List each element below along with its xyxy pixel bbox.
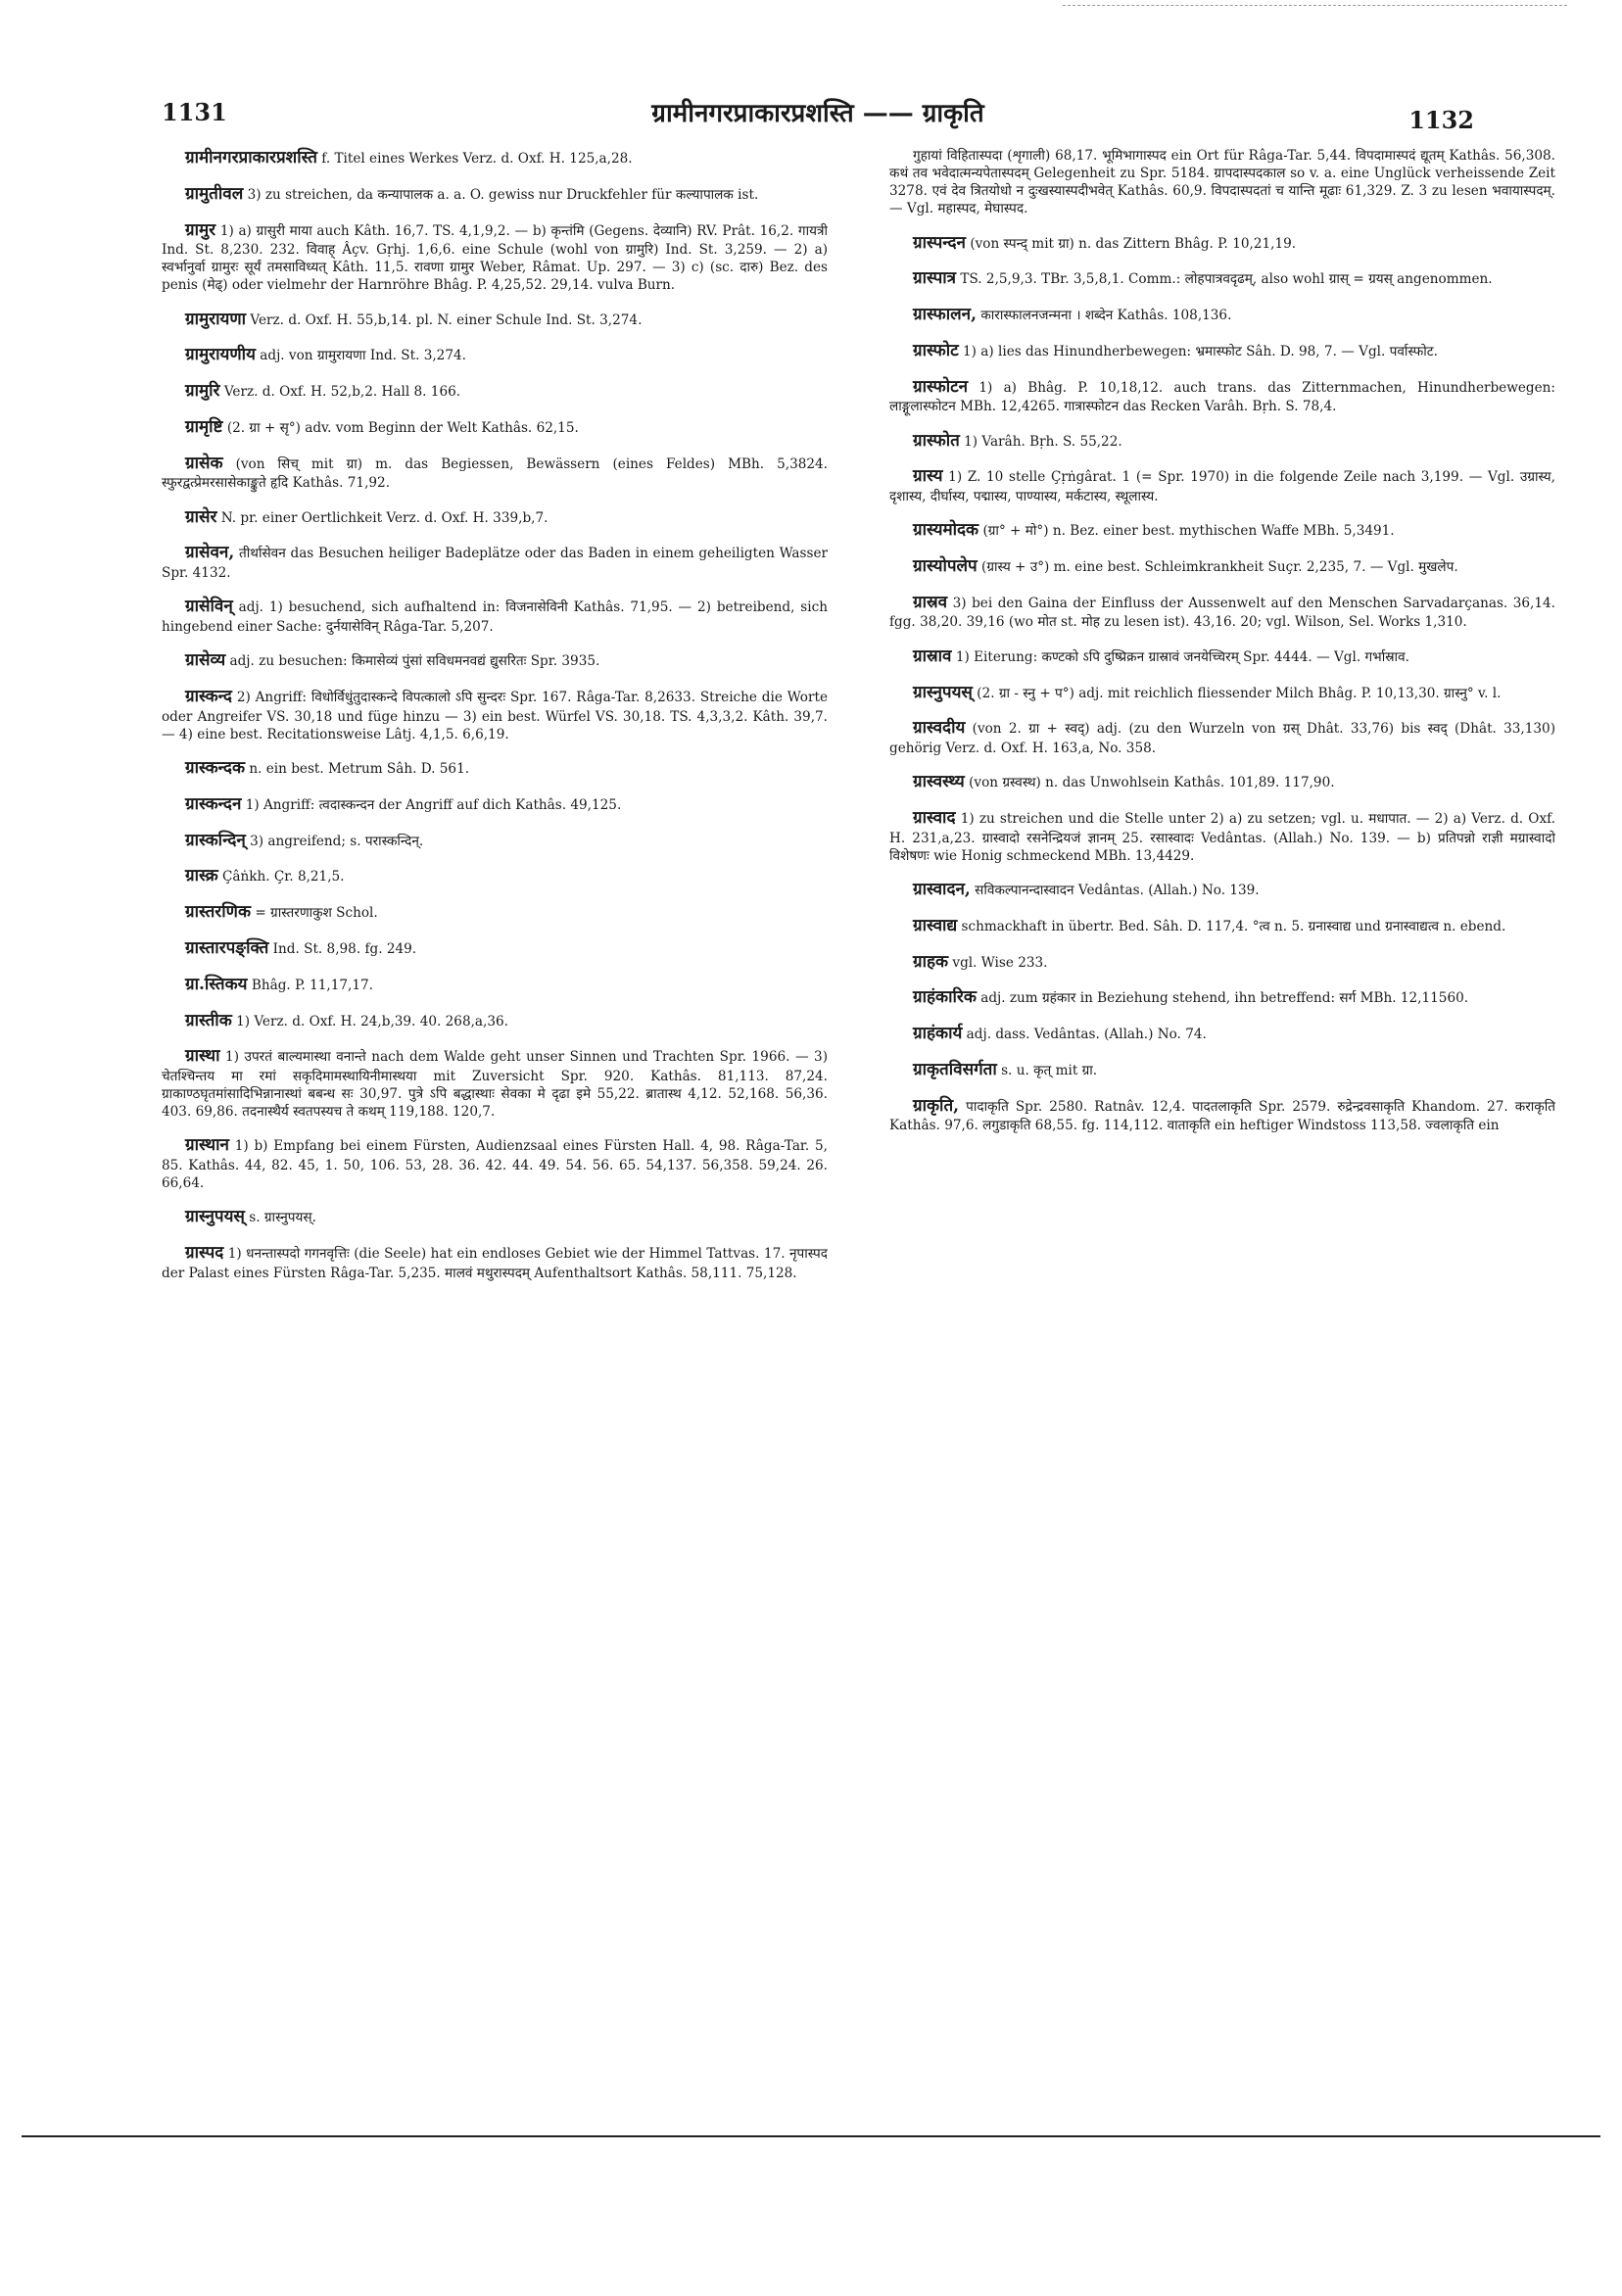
dictionary-entry: [889, 915, 1555, 937]
entry-text: Verz. d. Oxf. H. 52,b,2. Hall 8. 166.: [223, 384, 461, 401]
entry-text: = ग्रास्तरणाकुश Schol.: [255, 905, 378, 922]
running-title: ग्रामीनगरप्राकारप्रशस्ति —— ग्राकृति: [651, 99, 984, 128]
entry-headword: ग्रास्यमोदक: [913, 520, 979, 541]
entry-headword: ग्रास्क्र: [185, 866, 218, 886]
dictionary-entry: [889, 267, 1555, 290]
dictionary-entry: [162, 937, 828, 960]
entry-text: सविकल्पानन्दास्वादन Vedântas. (Allah.) No. 139.: [975, 882, 1260, 898]
entry-text: s. ग्रास्नुपयस्.: [249, 1210, 316, 1226]
entry-text: Çâṅkh. Çr. 8,21,5.: [222, 869, 345, 885]
entry-headword: ग्रास्वदीय: [913, 718, 966, 739]
dictionary-entry: [162, 649, 828, 672]
entry-headword: ग्रामृष्टि: [185, 417, 223, 438]
entry-headword: ग्रामुर: [185, 219, 216, 240]
dictionary-entry: [889, 682, 1555, 704]
dictionary-entry: [162, 757, 828, 780]
dictionary-entry: [889, 430, 1555, 453]
dictionary-entry: [162, 453, 828, 493]
top-edge-rule: [1063, 5, 1567, 6]
entry-headword: ग्रास्कन्दन: [185, 793, 242, 814]
entry-text: 1) धनन्तास्पदो गगनवृत्तिः (die Seele) hat ein endloses Gebiet wie der Himmel Tattvas. 17. नृपास्पद der Palast eines Fürsten Râga-Tar. 5,235. मालवं मथुरास्पदम् Aufenthaltsort Kathâs. 58,111. 75,128.: [162, 1246, 828, 1281]
entry-headword: ग्रास्तरणिक: [185, 902, 251, 923]
entry-headword: ग्रास्पन्दन: [913, 232, 966, 253]
entry-text: 1) Eiterung: कण्टको ऽपि दुष्प्रिक्रन ग्रास्रावं जनयेच्चिरम् Spr. 4444. — Vgl. गर्भास्राव.: [955, 648, 1409, 665]
entry-headword: ग्रास्वादन,: [913, 879, 971, 899]
dictionary-entry: [162, 506, 828, 529]
dictionary-entry: [889, 465, 1555, 505]
dictionary-entry: [162, 793, 828, 816]
entry-headword: ग्रामुरायणा: [185, 309, 247, 329]
entry-text: 3) zu streichen, da कन्यापालक a. a. O. gewiss nur Druckfehler für कल्यापालक ist.: [247, 186, 759, 203]
entry-headword: ग्रास्य: [913, 466, 943, 487]
dictionary-entry: [889, 555, 1555, 578]
entry-text: कारास्फालनजन्मना । शब्देन Kathâs. 108,136.: [980, 308, 1232, 324]
entry-headword: ग्रास्कन्द: [185, 687, 232, 707]
entry-headword: ग्रासेव्य: [185, 650, 226, 671]
entry-headword: ग्रास्वस्थ्य: [913, 772, 965, 792]
dictionary-entry: [889, 1023, 1555, 1045]
entry-headword: ग्रास्योपलेप: [913, 556, 978, 577]
dictionary-entry: [162, 147, 828, 169]
dictionary-entry: [162, 1206, 828, 1228]
right-column: [889, 147, 1555, 2047]
entry-headword: ग्राकृतविसर्गता: [913, 1059, 997, 1079]
entry-headword: ग्रास्कन्दिन्: [185, 830, 246, 850]
dictionary-entry: [889, 951, 1555, 974]
entry-text: schmackhaft in übertr. Bed. Sâh. D. 117,4. °त्व n. 5. ग्रनास्वाद्य und ग्रनास्वाद्यत्व n. ebend.: [961, 918, 1506, 934]
entry-text: adj. zu besuchen: किमासेव्यं पुंसां सविधमनवद्यं द्युसरितः Spr. 3935.: [229, 653, 600, 670]
entry-text: पादाकृति Spr. 2580. Ratnâv. 12,4. पादतलाकृति Spr. 2579. रुद्रेन्द्रवसाकृति Khandom. 27. कराकृति Kathâs. 97,6. लगुडाकृति 68,55. fg. 114,112. वाताकृति ein heftiger Windstoss 113,58. ज्वलाकृति ein: [889, 1098, 1555, 1134]
entry-headword: ग्रामुरि: [185, 381, 220, 402]
dictionary-entry: [889, 771, 1555, 793]
entry-text: 1) a) Bhâg. P. 10,18,12. auch trans. das Zitternmachen, Hinundherbewegen: लाङ्गूलास्फोटन MBh. 12,4265. गात्रास्फोटन das Recken Varâh. Bṛh. S. 78,4.: [889, 379, 1555, 415]
dictionary-entry: [889, 717, 1555, 757]
dictionary-entry: [889, 1095, 1555, 1135]
entry-headword: ग्रास्फोट: [913, 340, 959, 360]
dictionary-entry: [889, 592, 1555, 632]
dictionary-entry: [162, 380, 828, 403]
entry-headword: ग्रास्पद: [185, 1243, 224, 1264]
dictionary-entry: [162, 1134, 828, 1192]
page-header: [162, 94, 1474, 133]
entry-text: adj. 1) besuchend, sich aufhaltend in: विजनासेविनी Kathâs. 71,95. — 2) betreibend, sich hingebend einer Sache: दुर्नयासेविन् Râga-Tar. 5,207.: [162, 599, 828, 635]
entry-headword: ग्रासेक: [185, 453, 223, 473]
entry-text: N. pr. einer Oertlichkeit Verz. d. Oxf. H. 339,b,7.: [220, 509, 549, 526]
entry-text: s. u. कृत् mit ग्रा.: [1001, 1062, 1098, 1078]
dictionary-entry: [889, 986, 1555, 1009]
dictionary-entry: [162, 183, 828, 206]
entry-text: 1) b) Empfang bei einem Fürsten, Audienzsaal eines Fürsten Hall. 4, 98. Râga-Tar. 5, 85. Kathâs. 44, 82. 45, 1. 50, 106. 53, 28. 36. 42. 44. 49. 54. 56. 65. 54,137. 56,358. 59,24. 26. 66,64.: [162, 1138, 828, 1192]
dictionary-entry: [162, 901, 828, 924]
entry-headword: ग्रास्फोटन: [913, 376, 969, 397]
entry-text: n. ein best. Metrum Sâh. D. 561.: [249, 760, 470, 777]
bottom-rule: [22, 2135, 1600, 2137]
entry-headword: ग्रास्फालन,: [913, 305, 977, 325]
entry-text: TS. 2,5,9,3. TBr. 3,5,8,1. Comm.: लोहपात्रवदृढम्, also wohl ग्रास् = ग्रयस् angenommen.: [960, 271, 1493, 288]
entry-headword: ग्राकृति,: [913, 1095, 960, 1116]
entry-text: 2) Angriff: विधोर्विधुंतुदास्कन्दे विपत्कालो ऽपि सुन्दरः Spr. 167. Râga-Tar. 8,2633. Streiche die Worte oder Angreifer VS. 30,18 und füge hinzu — 3) ein best. Würfel VS. 30,18. TS. 4,3,3,2. Kâth. 39,7. — 4) eine best. Recitationsweise Lâtj. 4,1,5. 6,6,19.: [162, 690, 828, 742]
entry-headword: ग्रास्वाद्य: [913, 915, 958, 935]
entry-headword: ग्रास्वाद: [913, 807, 956, 828]
entry-headword: ग्रास्रव: [913, 592, 948, 612]
entry-text: (von ग्रस्वस्थ) n. das Unwohlsein Kathâs. 101,89. 117,90.: [969, 775, 1335, 791]
dictionary-entry: [162, 344, 828, 366]
dictionary-entry: [889, 807, 1555, 865]
dictionary-entry: [889, 879, 1555, 901]
dictionary-entry: [889, 340, 1555, 362]
entry-headword: ग्रास्नुपयस्: [185, 1207, 245, 1227]
entry-headword: ग्राहंकार्य: [913, 1024, 963, 1044]
entry-text: Ind. St. 8,98. fg. 249.: [272, 940, 417, 957]
entry-text: (von 2. ग्रा + स्वद्) adj. (zu den Wurzeln von ग्रस् Dhât. 33,76) bis स्वद् (Dhât. 33,130) gehörig Verz. d. Oxf. H. 163,a, No. 358.: [889, 721, 1555, 756]
entry-text: 1) Varâh. Bṛh. S. 55,22.: [964, 433, 1122, 450]
entry-headword: ग्रासेर: [185, 506, 217, 527]
entry-text: 1) Verz. d. Oxf. H. 24,b,39. 40. 268,a,36.: [236, 1013, 508, 1029]
entry-text: 1) zu streichen und die Stelle unter 2) a) zu setzen; vgl. u. मधापात. — 2) a) Verz. d. Oxf. H. 231,a,23. ग्रास्वादो रसनेन्द्रियजं ज्ञानम् 25. रसास्वादः Vedântas. (Allah.) No. 139. — b) प्रतिपन्नो राज्ञी मग्रास्वादो विशेषणः wie Honig schmeckend MBh. 13,4429.: [889, 810, 1555, 864]
dictionary-entry: [162, 865, 828, 887]
dictionary-entry: [162, 1010, 828, 1032]
entry-text: adj. zum ग्रहंकार in Beziehung stehend, ihn betreffend: सर्ग MBh. 12,11560.: [980, 990, 1469, 1007]
page-number-left: 1131: [162, 98, 227, 126]
entry-text: vgl. Wise 233.: [952, 954, 1048, 971]
entry-headword: ग्रासेवन,: [185, 543, 235, 563]
entry-headword: ग्रास्फोत: [913, 430, 960, 451]
entry-text: 1) a) ग्रासुरी माया auch Kâth. 16,7. TS. 4,1,9,2. — b) कृन्तंमि (Gegens. देव्यानि) RV. Prât. 16,2. गायत्री Ind. St. 8,230. 232. विवाह् Âçv. Gṛhj. 1,6,6. eine Schule (wohl von ग्रामुरि) Ind. St. 3,259. — 2) a) स्वर्भानुर्वा ग्रामुरः सूर्यं तमसाविध्यत् Kâth. 11,5. रावणा ग्रामुर Weber, Râmat. Up. 297. — 3) c) (sc. दारु) Bez. des penis (मेढ्) oder vielmehr der Harnröhre Bhâg. P. 4,25,52. 29,14. vulva Burn.: [162, 222, 828, 294]
entry-text: तीर्थासेवन das Besuchen heiliger Badeplätze oder das Baden in einem geheiligten Wasser Spr. 4132.: [162, 546, 828, 582]
dictionary-entry: [889, 147, 1555, 217]
dictionary-entry: [889, 304, 1555, 326]
entry-text: गुहायां विहितास्पदा (शृगाली) 68,17. भूमिभागास्पद ein Ort für Râga-Tar. 5,44. विपदामास्पदं द्यूतम् Kathâs. 56,308. कथं तव भवेदात्मन्यपेतास्पदम् Gelegenheit zu Spr. 5184. ग्रापदास्पदकाल so v. a. eine Unglück verheissende Zeit 3278. एवं देव त्रितयोधो न दुःखस्यास्पदीभवेत् Kathâs. 60,9. विपदास्पदतां च यान्ति मूढाः 61,329. Z. 3 zu lesen भवायास्पदम्. — Vgl. महास्पद, मेघास्पद.: [889, 148, 1555, 217]
entry-headword: ग्रास्थान: [185, 1135, 229, 1156]
entry-text: 1) Z. 10 stelle Çṛṅgârat. 1 (= Spr. 1970) in die folgende Zeile nach 3,199. — Vgl. उग्रास्य, दृशास्य, दीर्घास्य, पद्मास्य, पाण्यास्य, मर्कटास्य, स्थूलास्य.: [889, 469, 1555, 504]
page-number-right: 1132: [1408, 106, 1474, 134]
dictionary-entry: [889, 519, 1555, 542]
left-column: [162, 147, 828, 2047]
entry-headword: ग्रा.स्तिकय: [185, 974, 248, 994]
entry-text: 1) a) lies das Hinundherbewegen: भ्रमास्फोट Sâh. D. 98, 7. — Vgl. पर्वास्फोट.: [963, 343, 1438, 359]
entry-headword: ग्रास्कन्दक: [185, 757, 245, 778]
entry-text: adj. dass. Vedântas. (Allah.) No. 74.: [966, 1027, 1207, 1043]
entry-headword: ग्रामुतीवल: [185, 183, 244, 204]
entry-text: adj. von ग्रामुरायणा Ind. St. 3,274.: [260, 348, 466, 364]
dictionary-entry: [889, 1059, 1555, 1081]
entry-text: (von सिच् mit ग्रा) m. das Begiessen, Bewässern (eines Feldes) MBh. 5,3824. स्फुरद्वत्प्रेमरसासेकाङ्कुते हृदि Kathâs. 71,92.: [162, 455, 828, 492]
dictionary-entry: [889, 646, 1555, 668]
entry-text: Verz. d. Oxf. H. 55,b,14. pl. N. einer Schule Ind. St. 3,274.: [250, 311, 643, 328]
entry-headword: ग्राहंकारिक: [913, 987, 977, 1008]
entry-text: (ग्रास्य + उ°) m. eine best. Schleimkrankheit Suçr. 2,235, 7. — Vgl. मुखलेप.: [981, 559, 1458, 576]
dictionary-entry: [162, 1045, 828, 1121]
dictionary-entry: [162, 542, 828, 582]
entry-text: 1) उपरतं बाल्यमास्था वनान्ते nach dem Walde geht unser Sinnen und Trachten Spr. 1966. — 3) चेतश्चिन्तय मा रमां सकृदिमामस्थायिनीमास्थया mit Zuversicht Spr. 920. Kathâs. 81,113. 87,24. ग्राकाण्ठघृतमांसादिभिन्नानास्थां बबन्ध सः 30,97. पुत्रे ऽपि बद्धास्थाः सेवका मे दृढा इमे 55,22. ब्रातास्थ 4,12. 52,168. 56,36. 403. 69,86. तदनास्थैर्य स्वतपस्यच ते कथम् 119,188. 120,7.: [162, 1049, 828, 1121]
entry-headword: ग्रास्पात्र: [913, 268, 957, 289]
dictionary-entry: [162, 416, 828, 439]
entry-text: 3) bei den Gaina der Einfluss der Aussenwelt auf den Menschen Sarvadarçanas. 36,14. fgg. 38,20. 39,16 (wo मोत st. मोह zu lesen ist). 43,16. 20; vgl. Wilson, Sel. Works 1,310.: [889, 595, 1555, 631]
entry-headword: ग्रास्तीक: [185, 1010, 232, 1030]
entry-headword: ग्राहक: [913, 951, 949, 972]
entry-text: f. Titel eines Werkes Verz. d. Oxf. H. 125,a,28.: [321, 151, 633, 167]
entry-text: (ग्रा° + मो°) n. Bez. einer best. mythischen Waffe MBh. 5,3491.: [982, 523, 1395, 540]
dictionary-entry: [162, 309, 828, 331]
entry-headword: ग्रास्राव: [913, 646, 952, 666]
entry-text: (2. ग्रा - स्नु + प°) adj. mit reichlich fliessender Milch Bhâg. P. 10,13,30. ग्रास्नु° v. l.: [977, 685, 1502, 701]
entry-text: (2. ग्रा + सृ°) adv. vom Beginn der Welt Kathâs. 62,15.: [226, 420, 579, 437]
entry-headword: ग्रामुरायणीय: [185, 345, 256, 365]
dictionary-entry: [889, 232, 1555, 255]
entry-headword: ग्रास्नुपयस्: [913, 682, 973, 702]
dictionary-entry: [162, 596, 828, 636]
dictionary-entry: [162, 1242, 828, 1282]
dictionary-entry: [162, 830, 828, 852]
entry-text: (von स्पन्द् mit ग्रा) n. das Zittern Bhâg. P. 10,21,19.: [970, 235, 1297, 252]
entry-headword: ग्रास्तारपङ्क्ति: [185, 937, 269, 958]
entry-headword: ग्रासेविन्: [185, 597, 233, 617]
entry-text: Bhâg. P. 11,17,17.: [251, 977, 373, 993]
entry-headword: ग्रामीनगरप्राकारप्रशस्ति: [185, 148, 317, 167]
entry-text: 3) angreifend; s. परास्कन्दिन्.: [250, 833, 424, 849]
dictionary-entry: [889, 376, 1555, 416]
entry-text: 1) Angriff: त्वदास्कन्दन der Angriff auf dich Kathâs. 49,125.: [245, 796, 622, 813]
entry-headword: ग्रास्था: [185, 1046, 220, 1067]
dictionary-entry: [162, 686, 828, 743]
dictionary-entry: [162, 974, 828, 996]
dictionary-entry: [162, 219, 828, 295]
